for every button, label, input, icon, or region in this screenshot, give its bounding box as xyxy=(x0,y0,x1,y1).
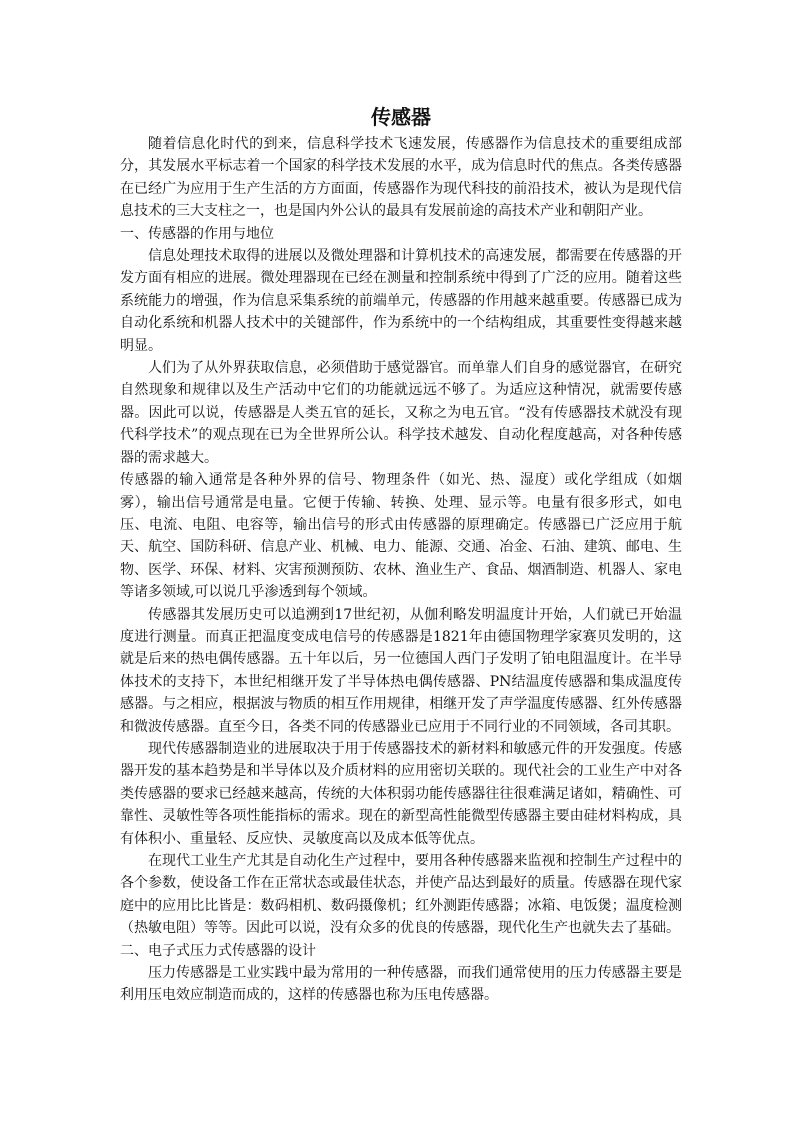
paragraph-input-output: 传感器的输入通常是各种外界的信号、物理条件（如光、热、湿度）或化学组成（如烟雾），输出信号通常是电量。它便于传输、转换、处理、显示等。电量有很多形式，如电压、电流、电阻、电容等，输出信号的形式由传感器的原理确定。传感器已广泛应用于航天、航空、国防科研、信息产业、机械、电力、能源、交通、冶金、石油、建筑、邮电、生物、医学、环保、材料、灾害预测预防、农林、渔业生产、食品、烟酒制造、机器人、家电等诸多领域,可以说几乎渗透到每个领域。 xyxy=(120,472,682,601)
paragraph-history: 传感器其发展历史可以追溯到17世纪初，从伽利略发明温度计开始，人们就已开始温度进行测量。而真正把温度变成电信号的传感器是1821年由德国物理学家赛贝发明的，这就是后来的热电偶传感器。五十年以后，另一位德国人西门子发明了铂电阻温度计。在半导体技术的支持下，本世纪相继开发了半导体热电偶传感器、PN结温度传感器和集成温度传感器。与之相应，根据波与物质的相互作用规律，相继开发了声学温度传感器、红外传感器和微波传感器。直至今日，各类不同的传感器业已应用于不同行业的不同领域，各司其职。 xyxy=(120,606,682,735)
section-heading-role: 一、传感器的作用与地位 xyxy=(120,225,274,242)
section-heading-design: 二、电子式压力式传感器的设计 xyxy=(120,942,316,959)
paragraph-info-processing: 信息处理技术取得的进展以及微处理器和计算机技术的高速发展，都需要在传感器的开发方面有相应的进展。微处理器现在已经在测量和控制系统中得到了广泛的应用。随着这些系统能力的增强，作为信息采集系统的前端单元，传感器的作用越来越重要。传感器已成为自动化系统和机器人技术中的关键部件，作为系统中的一个结构组成，其重要性变得越来越明显。 xyxy=(120,248,682,354)
document-title: 传感器 xyxy=(371,105,431,129)
paragraph-pressure-sensor: 压力传感器是工业实践中最为常用的一种传感器，而我们通常使用的压力传感器主要是利用压电效应制造而成的，这样的传感器也称为压电传感器。 xyxy=(120,965,682,1004)
paragraph-senses: 人们为了从外界获取信息，必须借助于感觉器官。而单靠人们自身的感觉器官，在研究自然现象和规律以及生产活动中它们的功能就远远不够了。为适应这种情况，就需要传感器。因此可以说，传感器是人类五官的延长，又称之为电五官。“没有传感器技术就没有现代科学技术”的观点现在已为全世界所公认。科学技术越发、自动化程度越高，对各种传感器的需求越大。 xyxy=(120,360,682,466)
document-page xyxy=(120,104,682,1007)
paragraph-intro: 随着信息化时代的到来，信息科学技术飞速发展，传感器作为信息技术的重要组成部分，其发展水平标志着一个国家的科学技术发展的水平，成为信息时代的焦点。各类传感器在已经广为应用于生产生活的方方面面，传感器作为现代科技的前沿技术，被认为是现代信息技术的三大支柱之一，也是国内外公认的最具有发展前途的高技术产业和朝阳产业。 xyxy=(120,136,682,220)
paragraph-industrial-use: 在现代工业生产尤其是自动化生产过程中，要用各种传感器来监视和控制生产过程中的各个参数，使设备工作在正常状态或最佳状态，并使产品达到最好的质量。传感器在现代家庭中的应用比比皆是：数码相机、数码摄像机；红外测距传感器；冰箱、电饭煲；温度检测（热敏电阻）等等。因此可以说，没有众多的优良的传感器，现代化生产也就失去了基础。 xyxy=(120,853,682,937)
paragraph-manufacturing: 现代传感器制造业的进展取决于用于传感器技术的新材料和敏感元件的开发强度。传感器开发的基本趋势是和半导体以及介质材料的应用密切关联的。现代社会的工业生产中对各类传感器的要求已经越来越高，传统的大体积弱功能传感器往往很难满足诸如，精确性、可靠性、灵敏性等各项性能指标的需求。现在的新型高性能微型传感器主要由硅材料构成，具有体积小、重量轻、反应快、灵敏度高以及成本低等优点。 xyxy=(120,740,682,847)
